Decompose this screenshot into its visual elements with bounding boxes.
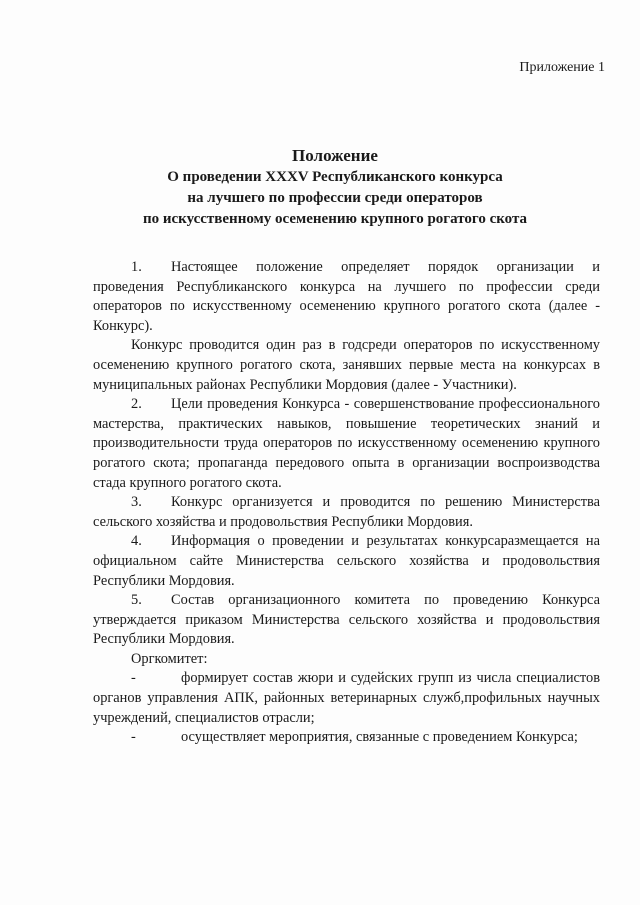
bullet-item-2 bbox=[93, 728, 600, 748]
bullet-text: формирует состав жюри и судейских групп из числа специалистов органов управления АПК, районных ветеринарных служб,профильных научных учреждений, специалистов отрасли; bbox=[93, 670, 600, 726]
title-line-3: по искусственному осеменению крупного рогатого скота bbox=[142, 211, 528, 227]
paragraph-number: 1. bbox=[131, 259, 142, 275]
paragraph-text: Оргкомитет: bbox=[131, 650, 208, 667]
paragraph-text: Цели проведения Конкурса - совершенствование профессионального мастерства, практических навыков, повышение теоретических знаний и производительности труда операторов по искусственному осеменению крупного рогатого скота; пропаганда передового опыта в организации воспроизводства стада крупного рогатого скота. bbox=[93, 396, 600, 491]
title-line-1: О проведении XXXV Республиканского конкурса bbox=[167, 169, 503, 185]
paragraph-text: Состав организационного комитета по проведению Конкурса утверждается приказом Министерства сельского хозяйства и продовольствия Республики Мордовия. bbox=[93, 592, 600, 648]
paragraph-number: 2. bbox=[131, 396, 142, 413]
paragraph-number: 4. bbox=[131, 533, 142, 550]
paragraph-text: Информация о проведении и результатах конкурсаразмещается на официальном сайте Министерства сельского хозяйства и продовольствия Республики Мордовия. bbox=[93, 533, 600, 589]
paragraph-3 bbox=[93, 493, 600, 532]
dash-marker: - bbox=[131, 729, 136, 746]
paragraph-1b bbox=[93, 336, 600, 395]
title-block bbox=[0, 145, 640, 230]
paragraph-2 bbox=[93, 395, 600, 493]
document-body bbox=[93, 258, 600, 748]
paragraph-5 bbox=[93, 591, 600, 650]
appendix-label: Приложение 1 bbox=[519, 60, 605, 75]
paragraph-1 bbox=[93, 258, 600, 336]
page-title: Положение bbox=[292, 146, 378, 165]
paragraph-text: Настоящее положение определяет порядок организации и проведения Республиканского конкурса на лучшего по профессии среди операторов по искусственному осеменению крупного рогатого скота (далее - Конкурс). bbox=[93, 259, 600, 334]
paragraph-4 bbox=[93, 532, 600, 591]
paragraph-text: Конкурс проводится один раз в годсреди операторов по искусственному осеменению крупного рогатого скота, занявших первые места на конкурсах в муниципальных районах Республики Мордовия (далее - Участники). bbox=[93, 337, 600, 393]
paragraph-number: 5. bbox=[131, 592, 142, 609]
title-line-2: на лучшего по профессии среди операторов bbox=[187, 190, 483, 206]
paragraph-orgcommittee bbox=[93, 650, 600, 670]
dash-marker: - bbox=[131, 670, 136, 687]
bullet-item-1 bbox=[93, 669, 600, 728]
paragraph-number: 3. bbox=[131, 494, 142, 511]
paragraph-text: Конкурс организуется и проводится по решению Министерства сельского хозяйства и продовольствия Республики Мордовия. bbox=[93, 494, 600, 530]
bullet-text: осуществляет мероприятия, связанные с проведением Конкурса; bbox=[181, 729, 578, 746]
